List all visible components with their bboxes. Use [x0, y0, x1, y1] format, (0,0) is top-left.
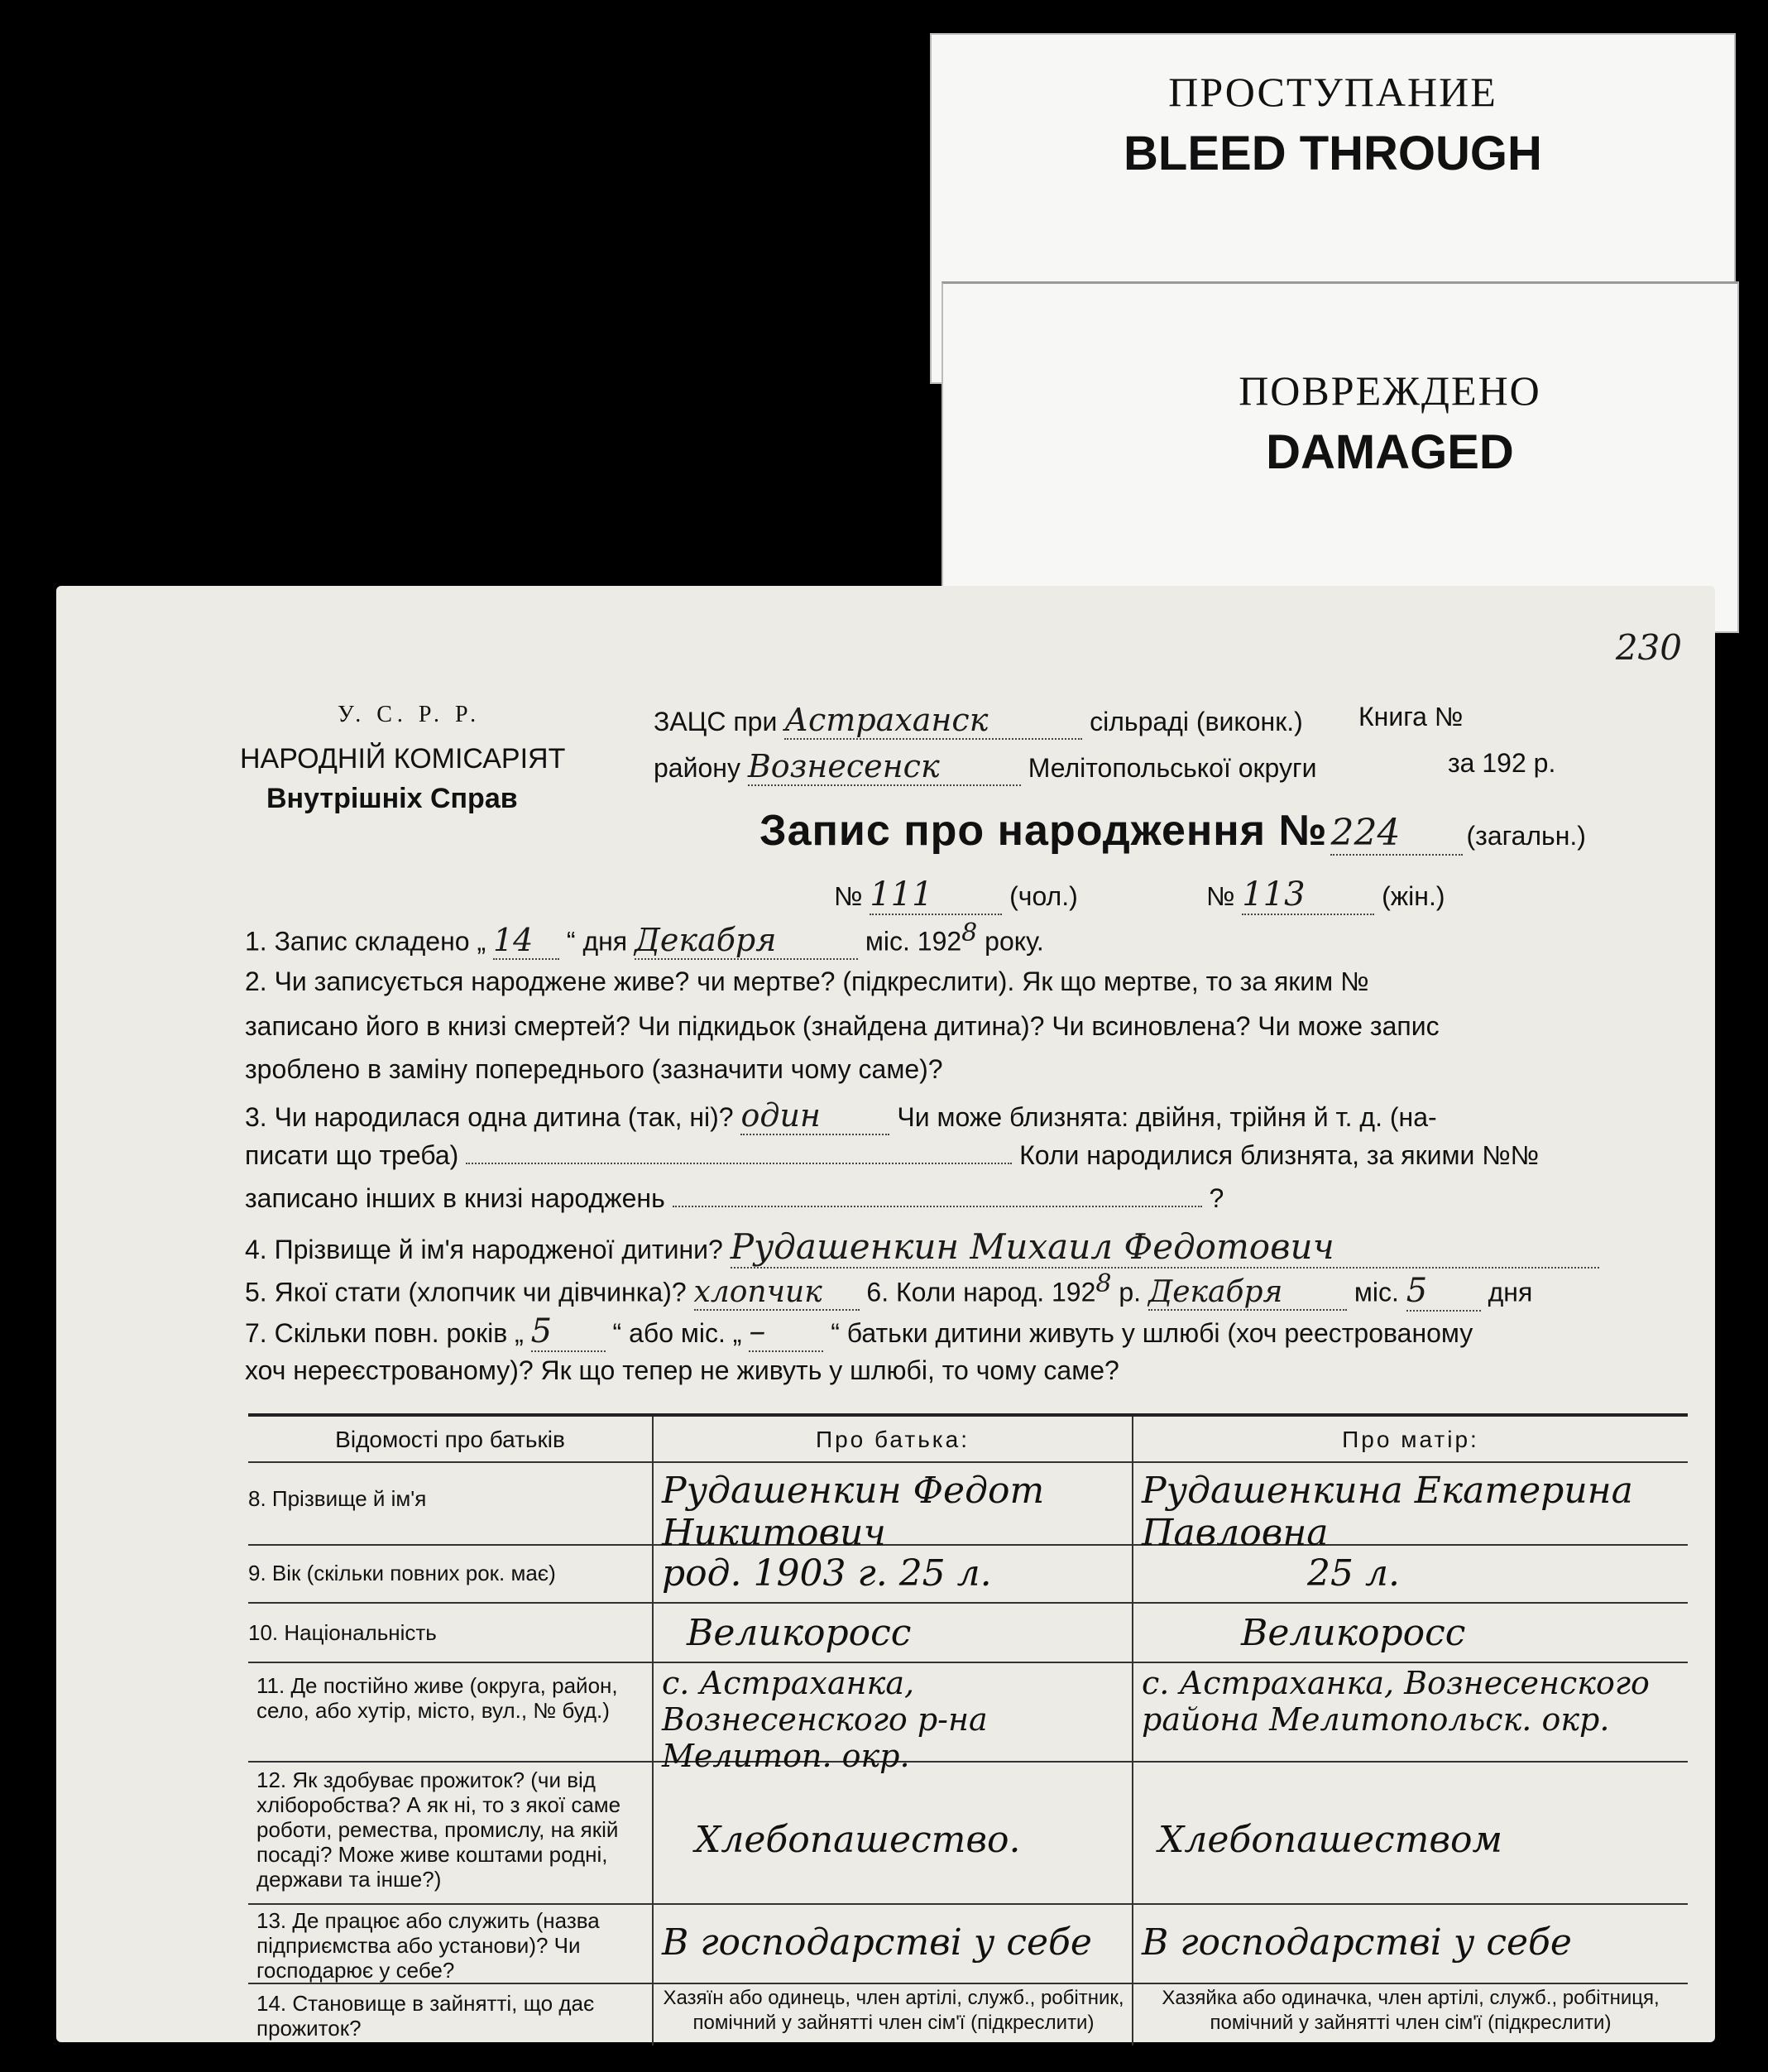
q3-line [245, 1097, 1437, 1135]
q3-line-2 [245, 1140, 1539, 1171]
q6-day: 5 [1406, 1272, 1481, 1312]
q5-value: хлопчик [694, 1275, 860, 1311]
damaged-en: DAMAGED [1266, 425, 1514, 479]
father-workplace: В господарстві у себе [662, 1921, 1092, 1964]
knyha-label: Книга № [1358, 702, 1464, 731]
q4-text: 4. Прізвище й ім'я народженої дитини? [245, 1235, 723, 1264]
table-row [248, 1461, 1688, 1554]
zhin-label: (жін.) [1382, 881, 1445, 911]
table-row [248, 1761, 1688, 1905]
mother-occupation: Хлебопашеством [1158, 1819, 1502, 1861]
okruhy-label: Мелітопольської округи [1028, 753, 1317, 783]
q6-month: Декабря [1148, 1275, 1347, 1311]
header-mother: Про матір: [1342, 1427, 1479, 1452]
parents-table [248, 1413, 1688, 2046]
chol-value: 111 [870, 875, 1002, 915]
q3-blank-2 [673, 1206, 1202, 1207]
table-row [248, 1903, 1688, 1984]
table-row [248, 1983, 1688, 2046]
mother-workplace: В господарстві у себе [1142, 1921, 1572, 1964]
father-occupation: Хлебопашество. [695, 1819, 1021, 1861]
q5-line [245, 1269, 1532, 1312]
q6-year: 8 [1095, 1269, 1112, 1298]
q3-blank [466, 1163, 1012, 1164]
table-row [248, 1544, 1688, 1604]
q4-value: Рудашенкин Михаил Федотович [731, 1226, 1599, 1269]
rayonu-label: району [654, 753, 740, 783]
q1-year: 8 [961, 918, 978, 947]
q7-line-2: хоч нереєстрованому)? Як що тепер не живуть у шлюбі, то чому саме? [245, 1355, 1119, 1385]
q2-line: 2. Чи записується народжене живе? чи мертве? (підкреслити). Як що мертве, то за яким № [245, 966, 1369, 996]
q4-line [245, 1226, 1599, 1269]
rayonu-value: Вознесенск [748, 748, 1021, 786]
rayonu-line [654, 748, 1317, 786]
mother-age: 25 л. [1307, 1552, 1400, 1595]
birth-record-page [56, 586, 1715, 2042]
header-parents: Відомості про батьків [335, 1427, 565, 1452]
usrr-label: У. С. Р. Р. [338, 702, 482, 727]
table-row [248, 1602, 1688, 1663]
zacs-label: ЗАЦС при [654, 707, 778, 736]
row-label: 11. Де постійно живе (округа, район, село, або хутір, місто, вул., № буд.) [256, 1673, 618, 1723]
q1-day: 14 [493, 922, 559, 960]
q7-months: – [749, 1312, 823, 1352]
q7-line [245, 1312, 1473, 1352]
row-label: 13. Де працює або служить (назва підприємства або установи)? Чи господарює у себе? [256, 1908, 600, 1983]
row-label: 8. Прізвище й ім'я [248, 1486, 427, 1511]
q1-text-b: “ дня [566, 926, 628, 957]
bleed-through-ru: ПРОСТУПАНИЕ [1168, 69, 1497, 115]
bleed-through-en: BLEED THROUGH [1124, 127, 1542, 180]
zacs-line [654, 702, 1303, 740]
row-label: 12. Як здобуває прожиток? (чи від хліборобства? А як ні, то з якої саме роботи, ремества, промислу, на якій посаді? Може живе коштами родні, держави та інше?) [256, 1767, 621, 1892]
vnutr-label: Внутрішніх Справ [266, 783, 518, 814]
q3-text-e: записано інших в книзі народжень [245, 1183, 665, 1213]
q3-text-b: Чи може близнята: двійня, трійня й т. д. (на- [897, 1102, 1437, 1132]
page-number: 230 [1615, 627, 1682, 668]
header-father: Про батька: [815, 1427, 970, 1452]
q6-text-d: дня [1488, 1277, 1533, 1307]
narkom-label: НАРОДНІЙ КОМІСАРІЯТ [240, 743, 566, 775]
q1-text-a: 1. Запис складено „ [245, 926, 486, 957]
q1-month: Декабря [635, 922, 858, 960]
q6-text-a: 6. Коли народ. 192 [866, 1277, 1096, 1307]
mother-status: Хазяйка або одиначка, член артілі, служб., робітниця, помічний у зайнятті член сім'ї (підкреслити) [1162, 1987, 1660, 2034]
q7-text-c: “ батьки дитини живуть у шлюбі (хоч реестрованому [831, 1318, 1473, 1348]
father-address: с. Астраханка, Вознесенского р-на Мелитоп. окр. [662, 1665, 988, 1774]
father-age: род. 1903 г. 25 л. [662, 1552, 992, 1595]
q3-text-a: 3. Чи народилася одна дитина (так, ні)? [245, 1102, 734, 1132]
father-name: Рудашенкин Федот Никитович [662, 1470, 1045, 1554]
zacs-value: Астраханск [784, 702, 1082, 740]
damaged-card [941, 281, 1739, 633]
father-status: Хазяїн або одинець, член артілі, служб., робітник, помічний у зайнятті член сім'ї (підкреслити) [663, 1987, 1124, 2034]
q7-text-a: 7. Скільки повн. років „ [245, 1318, 524, 1348]
mother-name: Рудашенкина Екатерина Павловна [1142, 1470, 1633, 1554]
q3-value: один [740, 1097, 889, 1135]
table-row [248, 1662, 1688, 1774]
row-label: 10. Національність [248, 1620, 437, 1645]
row-label: 9. Вік (скільки повних рок. має) [248, 1561, 556, 1585]
table-header-row [248, 1417, 1688, 1463]
record-suffix: (загальн.) [1466, 821, 1586, 851]
q2-line-2: записано його в книзі смертей? Чи підкидьок (знайдена дитина)? Чи всиновлена? Чи може запис [245, 1011, 1440, 1041]
q1-text-c: міс. 192 [865, 926, 962, 957]
q6-text-c: міс. [1354, 1277, 1399, 1307]
zhin-line [1206, 875, 1445, 915]
q7-text-b: “ або міс. „ [612, 1318, 742, 1348]
record-title-line [759, 806, 1586, 856]
record-number: 224 [1330, 812, 1463, 856]
q3-text-d: Коли народилися близнята, за якими №№ [1019, 1140, 1539, 1170]
damaged-ru: ПОВРЕЖДЕНО [1239, 367, 1541, 414]
father-nationality: Великоросс [687, 1612, 912, 1654]
zhin-no: № [1206, 881, 1235, 911]
q3-text-f: ? [1209, 1183, 1224, 1213]
mother-address: с. Астраханка, Вознесенского района Мелитопольск. окр. [1142, 1665, 1650, 1738]
chol-no: № [834, 881, 863, 911]
q2-line-3: зроблено в заміну попереднього (зазначити чому саме)? [245, 1054, 943, 1084]
chol-label: (чол.) [1009, 881, 1078, 911]
q1-text-d: року. [985, 926, 1044, 957]
q6-text-b: р. [1119, 1277, 1142, 1307]
q3-text-c: писати що треба) [245, 1140, 459, 1170]
record-title: Запис про народження № [759, 807, 1328, 855]
zhin-value: 113 [1242, 875, 1374, 915]
chol-line [834, 875, 1078, 915]
mother-nationality: Великоросс [1241, 1612, 1466, 1654]
silradi-label: сільраді (виконк.) [1090, 707, 1303, 736]
za-roku-label: за 192 р. [1448, 748, 1556, 778]
q1-line [245, 918, 1044, 960]
row-label: 14. Становище в зайнятті, що дає прожиток? [256, 1991, 595, 2041]
q3-line-3 [245, 1183, 1224, 1214]
q7-years: 5 [531, 1312, 606, 1352]
q5-text-a: 5. Якої стати (хлопчик чи дівчинка)? [245, 1277, 687, 1307]
